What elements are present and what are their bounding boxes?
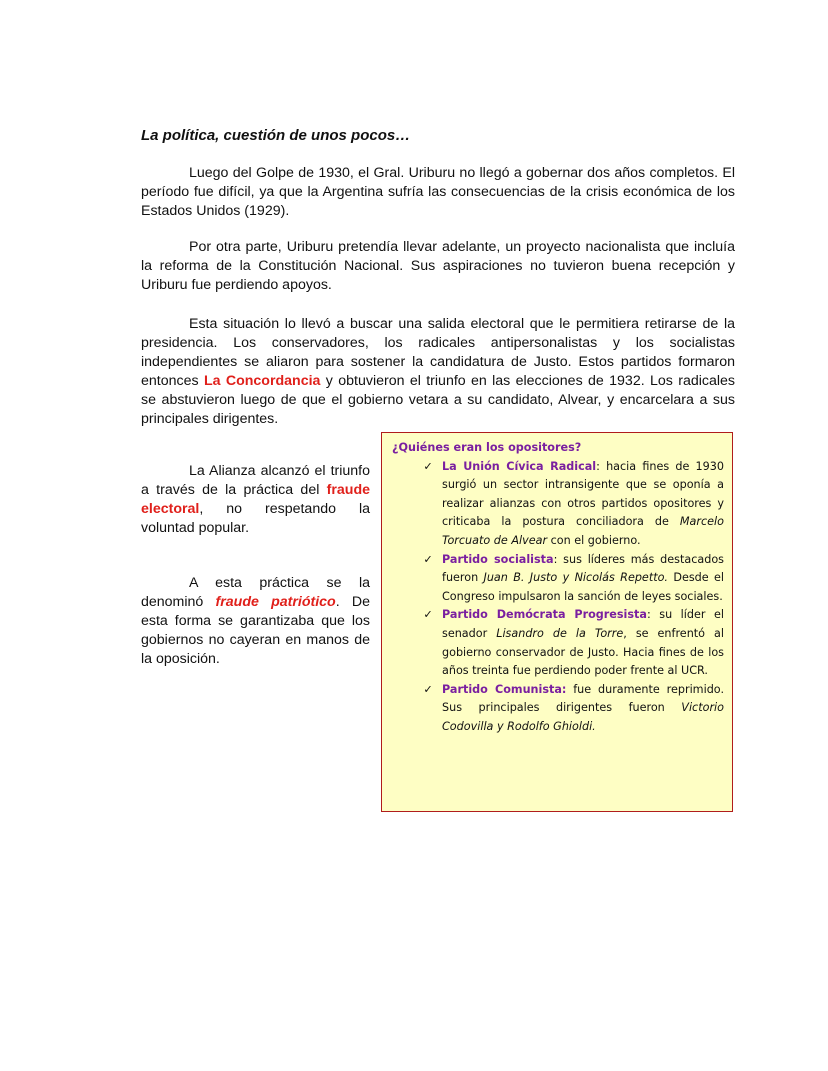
leader-name: Juan B. Justo y Nicolás Repetto. (483, 571, 668, 585)
paragraph-proyecto-nacionalista: Por otra parte, Uriburu pretendía llevar adelante, un proyecto nacionalista que incluía la reforma de la Constitución Nacional. Sus aspiraciones no tuvieron buena recepción y Uriburu fue perdiendo apoyos. (141, 239, 735, 293)
side-text: , no respetando la voluntad popular. (141, 501, 370, 536)
checkmark-icon: ✓ (423, 552, 433, 566)
item-text: : su líder el senador (442, 608, 724, 640)
list-item-partido-socialista (392, 551, 724, 607)
item-text: : hacia fines de 1930 surgió un sector intransigente que se oponía a realizar alianzas con otros partidos opositores y criticaba la postura conciliadora de (442, 459, 724, 529)
item-text: con el gobierno. (547, 533, 641, 547)
list-item-partido-democrata-progresista (392, 606, 724, 680)
side-paragraph-fraude-patriotico (141, 574, 370, 669)
section-title: La política, cuestión de unos pocos… (141, 127, 411, 144)
paragraph-text: Esta situación lo llevó a buscar una salida electoral que le permitiera retirarse de la presidencia. Los conservadores, los radicales antipersonalistas y los socialistas independientes se aliaron para sostener la candidatura de Justo. Estos partidos formaron entonces (141, 316, 735, 389)
checkmark-icon: ✓ (423, 459, 433, 473)
leader-name: Lisandro de la Torre (496, 626, 624, 640)
party-name: Partido Demócrata Progresista (442, 608, 647, 622)
highlight-la-concordancia: La Concordancia (203, 373, 321, 389)
side-text: . De esta forma se garantizaba que los gobiernos no cayeran en manos de la oposición. (141, 594, 370, 667)
highlight-fraude-patriotico: fraude patriótico (215, 594, 336, 610)
opositores-list (392, 458, 724, 737)
item-text: , se enfrentó al gobierno conservador de Justo. Hacia fines de los años treinta fue perdiendo poder frente al UCR. (442, 626, 724, 678)
list-item-partido-comunista (392, 681, 724, 737)
list-item-ucr (392, 458, 724, 551)
side-paragraph-fraude-electoral (141, 462, 370, 538)
checkmark-icon: ✓ (423, 608, 433, 622)
highlight-fraude-electoral: fraude electoral (141, 482, 370, 517)
item-text: Desde el Congreso impulsaron la sanción de leyes sociales. (442, 571, 724, 603)
leader-name: Marcelo Torcuato de Alvear (442, 515, 724, 547)
party-name: Partido socialista (442, 552, 554, 566)
paragraph-text: y obtuvieron el triunfo en las elecciones de 1932. Los radicales se abstuvieron luego de que el gobierno vetara a su candidato, Alvear, y encarcelara a sus principales dirigentes. (141, 373, 735, 427)
leader-name: Victorio Codovilla y Rodolfo Ghioldi. (442, 701, 724, 733)
side-text: A esta práctica se la denominó (141, 575, 370, 610)
opositores-box-title: ¿Quiénes eran los opositores? (392, 441, 582, 454)
checkmark-icon: ✓ (423, 682, 433, 696)
party-name: La Unión Cívica Radical (442, 459, 597, 473)
item-text: fue duramente reprimido. Sus principales dirigentes fueron (442, 682, 724, 715)
paragraph-golpe-1930: Luego del Golpe de 1930, el Gral. Uriburu no llegó a gobernar dos años completos. El período fue difícil, ya que la Argentina sufría las consecuencias de la crisis económica de los Estados Unidos (1929). (141, 165, 735, 219)
item-text: : sus líderes más destacados fueron (442, 552, 724, 585)
party-name: Partido Comunista: (442, 682, 567, 696)
paragraph-concordancia (141, 315, 735, 429)
side-text: La Alianza alcanzó el triunfo a través de la práctica del (141, 463, 370, 498)
opositores-box (381, 432, 733, 812)
